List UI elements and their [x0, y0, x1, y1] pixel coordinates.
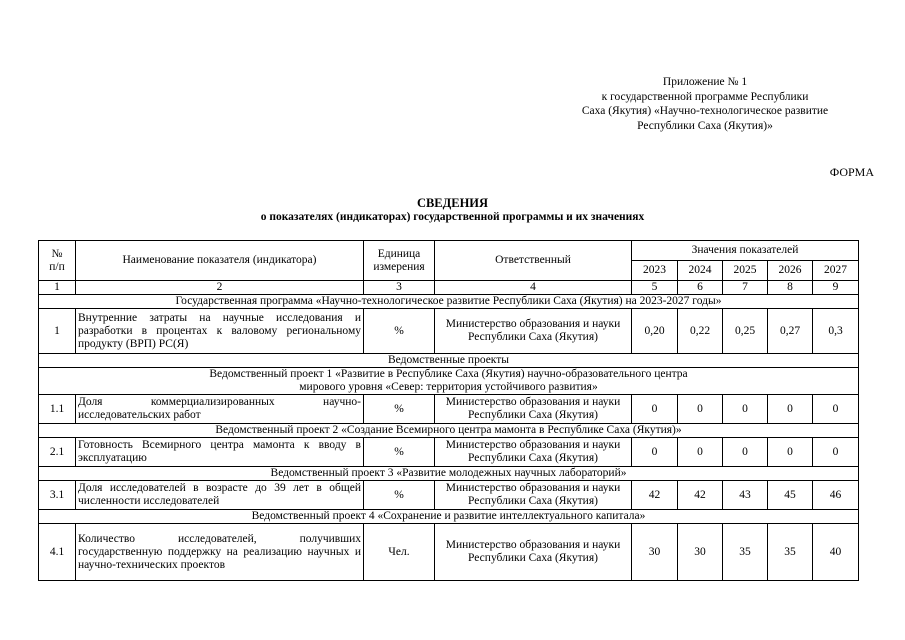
row-value-2026: 45 — [768, 481, 813, 510]
row-value-2025: 0,25 — [723, 309, 768, 354]
col-number: 8 — [768, 281, 813, 295]
row-value-2024: 0 — [678, 395, 723, 424]
row-value-2024: 0,22 — [678, 309, 723, 354]
project4-title: Ведомственный проект 4 «Сохранение и развитие интеллектуального капитала» — [39, 510, 859, 524]
row-indicator-name: Готовность Всемирного центра мамонта к вводу в эксплуатацию — [76, 438, 364, 467]
row-num: 1.1 — [39, 395, 76, 424]
header-unit: Единица измерения — [364, 241, 435, 281]
row-value-2024: 42 — [678, 481, 723, 510]
header-num: № п/п — [39, 241, 76, 281]
appendix-line: к государственной программе Республики — [601, 90, 809, 103]
project-title-row — [39, 368, 859, 395]
row-value-2023: 0,20 — [632, 309, 678, 354]
appendix-line: Приложение № 1 — [662, 76, 748, 88]
header-year: 2023 — [632, 261, 678, 281]
row-unit: % — [364, 309, 435, 354]
row-responsible: Министерство образования и науки Республики Саха (Якутия) — [435, 481, 632, 510]
row-value-2027: 46 — [813, 481, 859, 510]
project-title-row — [39, 510, 859, 524]
document-title: СВЕДЕНИЯ — [416, 196, 489, 210]
program-title-row — [39, 295, 859, 309]
row-value-2023: 0 — [632, 438, 678, 467]
table-row — [39, 395, 859, 424]
appendix-line: Саха (Якутия) «Научно-технологическое развитие — [581, 105, 829, 117]
row-value-2023: 42 — [632, 481, 678, 510]
row-value-2027: 0,3 — [813, 309, 859, 354]
header-year: 2025 — [723, 261, 768, 281]
column-numbers-row — [39, 281, 859, 295]
row-indicator-name: Количество исследователей, получивших государственную поддержку на реализацию научных и научно-технических проектов — [76, 524, 364, 581]
row-value-2026: 0 — [768, 395, 813, 424]
header-responsible: Ответственный — [435, 241, 632, 281]
col-number: 1 — [39, 281, 76, 295]
row-value-2027: 0 — [813, 438, 859, 467]
project2-title: Ведомственный проект 2 «Создание Всемирного центра мамонта в Республике Саха (Якутия)» — [39, 424, 859, 438]
document-subtitle: о показателях (индикаторах) государственной программы и их значениях — [260, 211, 645, 223]
row-value-2026: 0 — [768, 438, 813, 467]
header-year: 2024 — [678, 261, 723, 281]
row-value-2027: 0 — [813, 395, 859, 424]
col-number: 4 — [435, 281, 632, 295]
appendix-note — [540, 75, 870, 133]
col-number: 2 — [76, 281, 364, 295]
row-unit: % — [364, 481, 435, 510]
row-value-2025: 0 — [723, 438, 768, 467]
row-unit: % — [364, 395, 435, 424]
row-value-2025: 35 — [723, 524, 768, 581]
program-title: Государственная программа «Научно-технологическое развитие Республики Саха (Якутия) на 2023-2027 годы» — [39, 295, 859, 309]
header-name: Наименование показателя (индикатора) — [76, 241, 364, 281]
row-responsible: Министерство образования и науки Республики Саха (Якутия) — [435, 438, 632, 467]
row-num: 1 — [39, 309, 76, 354]
row-unit: Чел. — [364, 524, 435, 581]
col-number: 7 — [723, 281, 768, 295]
row-unit: % — [364, 438, 435, 467]
row-indicator-name: Внутренние затраты на научные исследования и разработки в процентах к валовому региональному продукту (ВРП) РС(Я) — [76, 309, 364, 354]
row-value-2027: 40 — [813, 524, 859, 581]
col-number: 6 — [678, 281, 723, 295]
col-number: 5 — [632, 281, 678, 295]
row-responsible: Министерство образования и науки Республики Саха (Якутия) — [435, 309, 632, 354]
row-num: 2.1 — [39, 438, 76, 467]
header-year: 2027 — [813, 261, 859, 281]
row-value-2026: 35 — [768, 524, 813, 581]
table-row — [39, 309, 859, 354]
departmental-projects-row — [39, 354, 859, 368]
indicators-table — [38, 240, 859, 581]
project-title-row — [39, 467, 859, 481]
table-row — [39, 438, 859, 467]
row-value-2025: 0 — [723, 395, 768, 424]
row-value-2024: 0 — [678, 438, 723, 467]
appendix-line: Республики Саха (Якутия)» — [637, 119, 773, 132]
table-header-row — [39, 241, 859, 261]
project1-title: Ведомственный проект 1 «Развитие в Республике Саха (Якутия) научно-образовательного центра мирового уровня «Север: территория устойчивого развития» — [39, 368, 859, 395]
form-label: ФОРМА — [829, 165, 874, 179]
project-title-row — [39, 424, 859, 438]
col-number: 9 — [813, 281, 859, 295]
table-row — [39, 481, 859, 510]
header-year: 2026 — [768, 261, 813, 281]
project3-title: Ведомственный проект 3 «Развитие молодежных научных лабораторий» — [39, 467, 859, 481]
row-value-2023: 0 — [632, 395, 678, 424]
departmental-projects-title: Ведомственные проекты — [39, 354, 859, 368]
table-row — [39, 524, 859, 581]
header-values-title: Значения показателей — [632, 241, 859, 261]
row-num: 4.1 — [39, 524, 76, 581]
row-value-2025: 43 — [723, 481, 768, 510]
col-number: 3 — [364, 281, 435, 295]
row-responsible: Министерство образования и науки Республики Саха (Якутия) — [435, 524, 632, 581]
row-indicator-name: Доля коммерциализированных научно-исследовательских работ — [76, 395, 364, 424]
row-num: 3.1 — [39, 481, 76, 510]
row-responsible: Министерство образования и науки Республики Саха (Якутия) — [435, 395, 632, 424]
row-indicator-name: Доля исследователей в возрасте до 39 лет в общей численности исследователей — [76, 481, 364, 510]
row-value-2024: 30 — [678, 524, 723, 581]
row-value-2026: 0,27 — [768, 309, 813, 354]
row-value-2023: 30 — [632, 524, 678, 581]
